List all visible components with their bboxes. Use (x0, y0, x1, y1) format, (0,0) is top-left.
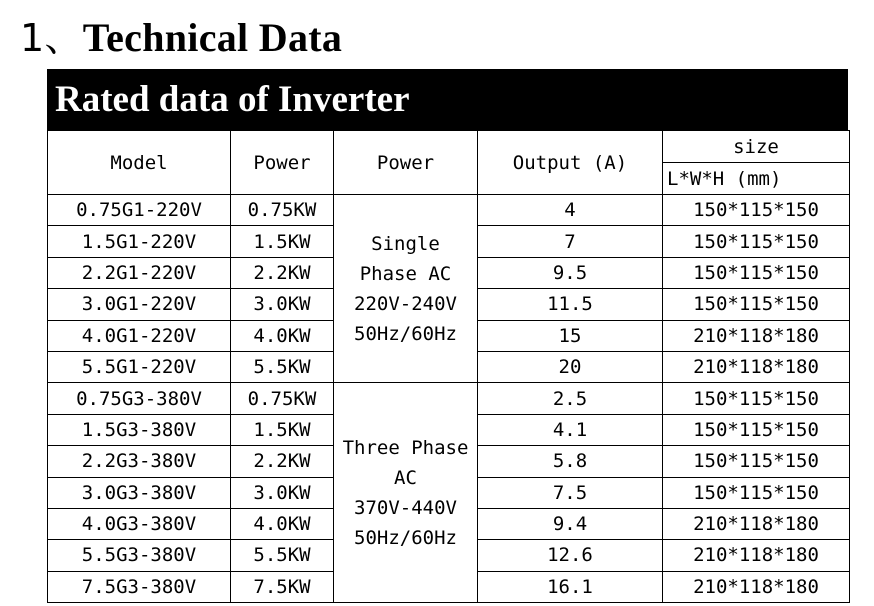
cell-model: 2.2G1-220V (48, 257, 231, 288)
cell-model: 0.75G1-220V (48, 195, 231, 226)
cell-model: 5.5G1-220V (48, 351, 231, 382)
cell-size: 150*115*150 (663, 477, 850, 508)
cell-output: 5.8 (478, 446, 663, 477)
cell-size: 210*118*180 (663, 351, 850, 382)
cell-size: 150*115*150 (663, 289, 850, 320)
cell-output: 4.1 (478, 414, 663, 445)
cell-size: 210*118*180 (663, 571, 850, 602)
cell-output: 4 (478, 195, 663, 226)
header-row (48, 131, 850, 163)
header-size: size (663, 131, 850, 163)
power-supply-line: 50Hz/60Hz (354, 322, 457, 345)
section-title: Technical Data (82, 15, 343, 60)
cell-model: 7.5G3-380V (48, 571, 231, 602)
cell-power: 5.5KW (231, 540, 334, 571)
cell-output: 20 (478, 351, 663, 382)
cell-power: 4.0KW (231, 508, 334, 539)
cell-power: 3.0KW (231, 477, 334, 508)
cell-model: 4.0G3-380V (48, 508, 231, 539)
cell-size: 150*115*150 (663, 383, 850, 414)
cell-size: 210*118*180 (663, 508, 850, 539)
table-row (48, 195, 850, 226)
cell-size: 150*115*150 (663, 414, 850, 445)
cell-output: 7.5 (478, 477, 663, 508)
power-supply-line: Single (371, 232, 440, 255)
header-output: Output (A) (478, 131, 663, 195)
power-supply-line: 370V-440V (354, 496, 457, 519)
table-banner: Rated data of Inverter (47, 69, 848, 130)
cell-power: 2.2KW (231, 446, 334, 477)
header-supply: Power (334, 131, 478, 195)
cell-size: 150*115*150 (663, 195, 850, 226)
table-row (48, 383, 850, 414)
header-size-unit: L*W*H (mm) (663, 163, 850, 195)
cell-output: 7 (478, 226, 663, 257)
cell-model: 4.0G1-220V (48, 320, 231, 351)
cell-output: 9.4 (478, 508, 663, 539)
cell-power: 1.5KW (231, 226, 334, 257)
inverter-rated-data-table (47, 130, 850, 603)
cell-power: 0.75KW (231, 195, 334, 226)
cell-power: 2.2KW (231, 257, 334, 288)
cell-output: 9.5 (478, 257, 663, 288)
cell-model: 5.5G3-380V (48, 540, 231, 571)
cell-power: 4.0KW (231, 320, 334, 351)
cell-model: 0.75G3-380V (48, 383, 231, 414)
cell-size: 150*115*150 (663, 446, 850, 477)
cell-output: 11.5 (478, 289, 663, 320)
power-supply-line: 220V-240V (354, 292, 457, 315)
section-number: 1、 (20, 16, 83, 60)
cell-size: 210*118*180 (663, 540, 850, 571)
cell-power: 5.5KW (231, 351, 334, 382)
header-model: Model (48, 131, 231, 195)
cell-size: 150*115*150 (663, 226, 850, 257)
power-supply-line: Three Phase (342, 436, 469, 459)
cell-output: 16.1 (478, 571, 663, 602)
cell-model: 1.5G3-380V (48, 414, 231, 445)
cell-power: 0.75KW (231, 383, 334, 414)
cell-size: 210*118*180 (663, 320, 850, 351)
cell-model: 1.5G1-220V (48, 226, 231, 257)
cell-power-supply (334, 383, 478, 603)
header-power: Power (231, 131, 334, 195)
section-heading (20, 14, 342, 62)
cell-output: 2.5 (478, 383, 663, 414)
cell-model: 2.2G3-380V (48, 446, 231, 477)
cell-power: 7.5KW (231, 571, 334, 602)
power-supply-line: Phase AC (359, 262, 452, 285)
cell-size: 150*115*150 (663, 257, 850, 288)
cell-power-supply (334, 195, 478, 383)
cell-power: 3.0KW (231, 289, 334, 320)
cell-power: 1.5KW (231, 414, 334, 445)
cell-output: 12.6 (478, 540, 663, 571)
power-supply-line: 50Hz/60Hz (354, 526, 457, 549)
cell-model: 3.0G3-380V (48, 477, 231, 508)
cell-model: 3.0G1-220V (48, 289, 231, 320)
power-supply-line: AC (394, 466, 417, 489)
cell-output: 15 (478, 320, 663, 351)
